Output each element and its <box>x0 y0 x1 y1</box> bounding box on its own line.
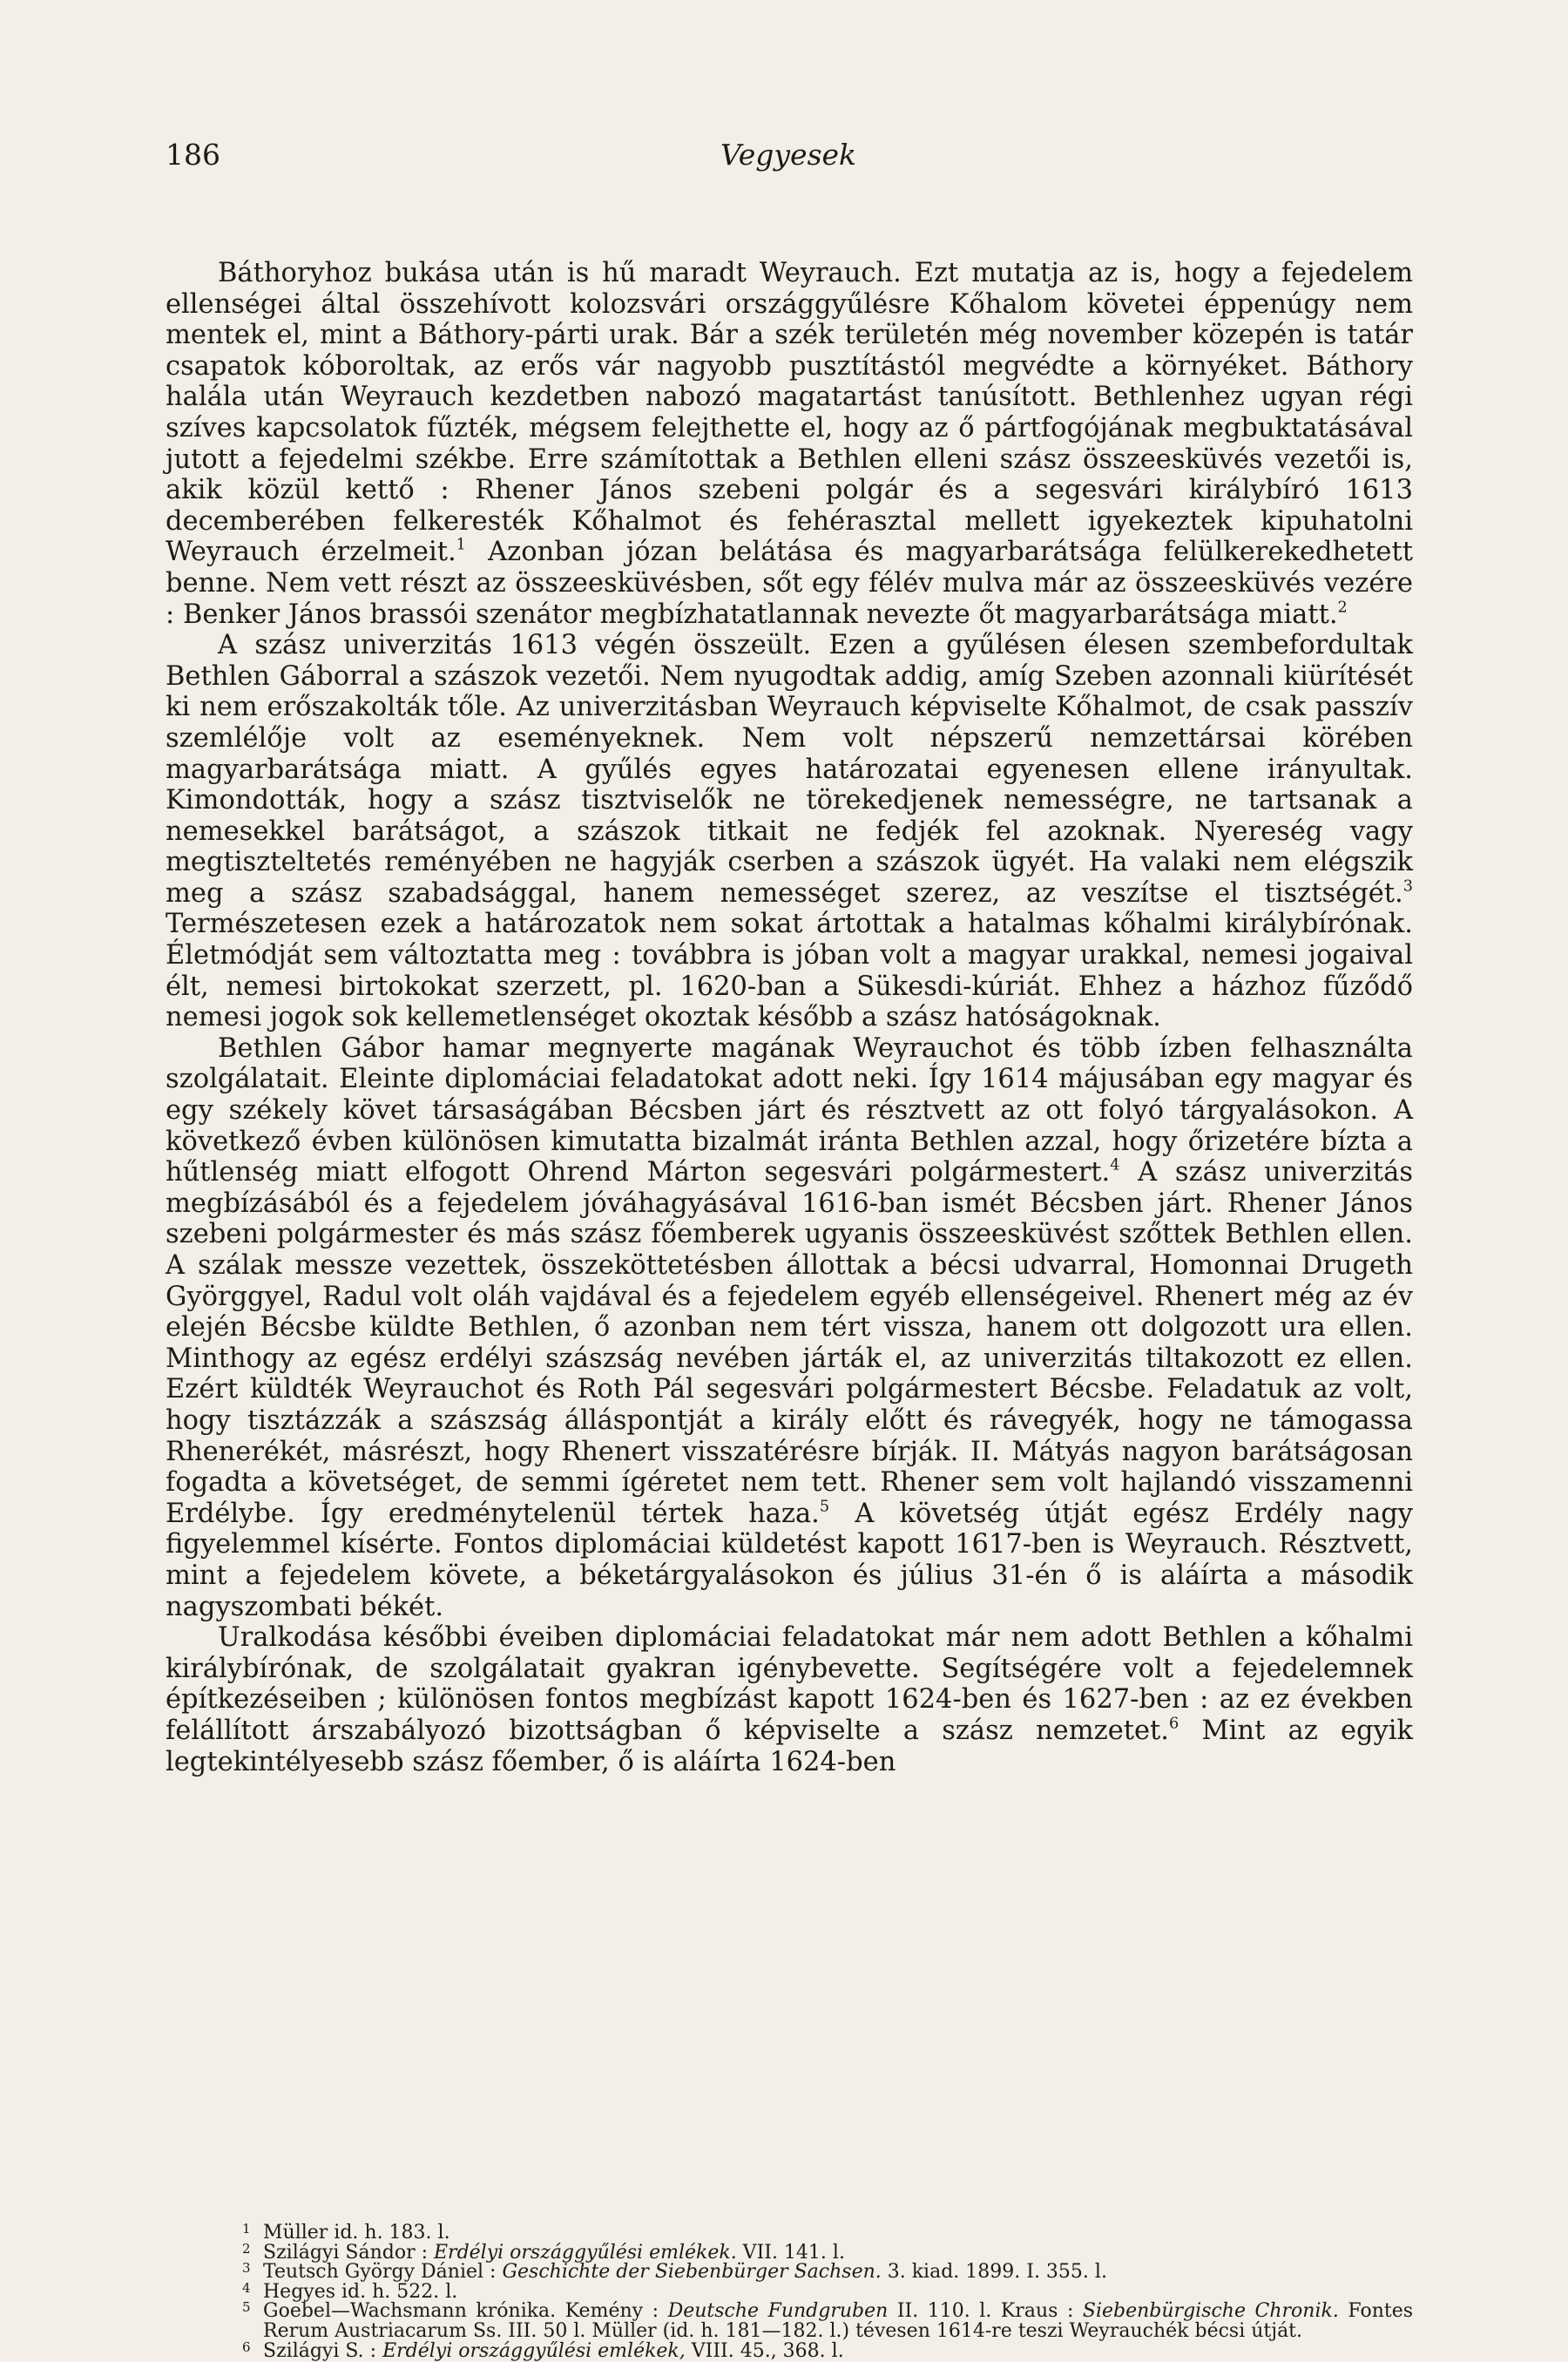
italic-title: Geschichte der Siebenbürger Sachsen. <box>502 2261 882 2284</box>
text-run: II. 110. l. Kraus : <box>888 2300 1083 2323</box>
text-run: A követség útját egész Erdély nagy figyelemmel kísérte. Fontos diplomáciai küldetést kapott 1617-ben is Weyrauch. Résztvett, mint a fejedelem követe, a béketárgyalásokon és július 31-én ő is aláírta a második nagyszombati békét. <box>166 1498 1414 1622</box>
text-run: A szász univerzitás megbízásából és a fejedelem jóváhagyásával 1616-ban ismét Bécsben járt. Rhener János szebeni polgármester és más szász főemberek ugyanis összeesküvést szőttek Bethlen ellen. A szálak messze vezettek, összeköttetésben állottak a bécsi udvarral, Homonnai Drugeth Györggyel, Radul volt oláh vajdával és a fejedelem egyéb ellenségeivel. Rhenert még az év elején Bécsbe küldte Bethlen, ő azonban nem tért vissza, hanem ott dolgozott ura ellen. Minthogy az egész erdélyi szászság nevében járták el, az univerzitás tiltakozott ez ellen. Ezért küldték Weyrauchot és Roth Pál segesvári polgármestert Bécsbe. Feladatuk az volt, hogy tisztázzák a szászság álláspontját a király előtt és rávegyék, hogy ne támogassa Rhenerékét, másrészt, hogy Rhenert visszatérésre bírják. II. Mátyás nagyon barátságosan fogadta a követséget, de semmi ígéretet nem tett. Rhener sem volt hajlandó visszamenni Erdélybe. Így eredménytelenül tértek haza. <box>166 1157 1413 1529</box>
text-run: Müller id. h. 183. l. <box>263 2222 450 2244</box>
footnote <box>242 2240 1413 2264</box>
text-run: Hegyes id. h. 522. l. <box>263 2280 458 2303</box>
italic-title: Siebenbürgische Chronik. <box>1082 2300 1339 2323</box>
footnote-reference: 5 <box>819 1498 830 1516</box>
page-number: 186 <box>166 138 220 172</box>
text-run: Bethlen Gábor hamar megnyerte magának Weyrauchot és több ízben felhasználta szolgálatait. Eleinte diplomáciai feladatokat adott neki. Így 1614 májusában egy magyar és egy székely követ társaságában Bécsben járt és résztvett az ott folyó tárgyalásokon. A következő évben különösen kimutatta bizalmát iránta Bethlen azzal, hogy őrizetére bízta a hűtlenség miatt elfogott Ohrend Márton segesvári polgármestert. <box>166 1032 1413 1188</box>
text-run: Goebel—Wachsmann krónika. Kemény : <box>263 2300 668 2323</box>
footnote-mark: 5 <box>242 2299 251 2316</box>
footnote-reference: 3 <box>1402 877 1413 896</box>
body-text <box>166 258 1413 1777</box>
text-run: VII. 141. l. <box>736 2241 845 2264</box>
text-run: Természetesen ezek a határozatok nem sokat ártottak a hatalmas kőhalmi királybírónak. Életmódját sem változtatta meg : továbbra is jóban volt a magyar urakkal, nemesi jogaival élt, nemesi birtokokat szerzett, pl. 1620-ban a Sükesdi-kúriát. Ehhez a házhoz fűződő nemesi jogok sok kellemetlenséget okoztak később a szász hatóságoknak. <box>166 909 1413 1033</box>
footnote-reference: 2 <box>1337 599 1348 617</box>
italic-title: Erdélyi országgyűlési emlékek, <box>382 2339 686 2362</box>
running-title: Vegyesek <box>720 138 857 172</box>
paragraph <box>166 258 1413 630</box>
text-run: A szász univerzitás 1613 végén összeült. Ezen a gyűlésen élesen szembefordultak Bethlen Gáborral a szászok vezetői. Nem nyugodtak addig, amíg Szeben azonnali kiürítését ki nem erőszakolták tőle. Az univerzitásban Weyrauch képviselte Kőhalmot, de csak passzív szemlélője volt az eseményeknek. Nem volt népszerű nemzettársai körében magyarbarátsága miatt. A gyűlés egyes határozatai egyenesen ellene irányultak. Kimondották, hogy a szász tisztviselők ne törekedjenek nemességre, ne tartsanak a nemesekkel barátságot, a szászok titkait ne fedjék fel azoknak. Nyereség vagy megtiszteltetés reményében ne hagyják cserben a szászok ügyét. Ha valaki nem elégszik meg a szász szabadsággal, hanem nemességet szerez, az veszítse el tisztségét. <box>166 630 1413 909</box>
text-run: Báthoryhoz bukása után is hű maradt Weyrauch. Ezt mutatja az is, hogy a fejedelem ellenségei által összehívott kolozsvári országgyűlésre Kőhalom követei éppenúgy nem mentek el, mint a Báthory-párti urak. Bár a szék területén még november közepén is tatár csapatok kóboroltak, az erős vár nagyobb pusztítástól megvédte a környéket. Báthory halála után Weyrauch kezdetben nabozó magatartást tanúsított. Bethlenhez ugyan régi szíves kapcsolatok fűzték, mégsem felejthette el, hogy az ő pártfogójának megbuktatásával jutott a fejedelmi székbe. Erre számítottak a Bethlen elleni szász összeesküvés vezetői is, akik közül kettő : Rhener János szebeni polgár és a segesvári királybíró 1613 decemberében felkeresték Kőhalmot és fehérasztal mellett igyekeztek kipuhatolni Weyrauch érzelmeit. <box>166 258 1413 568</box>
paragraph <box>166 1622 1413 1777</box>
footnote-mark: 4 <box>242 2279 251 2296</box>
page-header <box>166 138 1411 176</box>
text-run: VIII. 45., 368. l. <box>685 2339 844 2362</box>
footnote-reference: 4 <box>1110 1156 1120 1174</box>
footnote <box>242 2299 1414 2342</box>
text-run: 3. kiad. 1899. I. 355. l. <box>881 2261 1107 2284</box>
footnote-mark: 2 <box>242 2240 251 2257</box>
text-run: Szilágyi S. : <box>263 2339 383 2362</box>
text-run: Uralkodása későbbi éveiben diplomáciai feladatokat már nem adott Bethlen a kőhalmi királybírónak, de szolgálatait gyakran igénybevette. Segítségére volt a fejedelemnek építkezéseiben ; különösen fontos megbízást kapott 1624-ben és 1627-ben : az ez években felállított árszabályozó bizottságban ő képviselte a szász nemzetet. <box>166 1622 1413 1746</box>
footnote <box>242 2279 1413 2303</box>
italic-title: Deutsche Fundgruben <box>667 2300 889 2323</box>
italic-title: Erdélyi országgyűlési emlékek. <box>434 2241 737 2264</box>
paragraph <box>166 1033 1413 1622</box>
paragraph <box>166 630 1413 1033</box>
footnote-mark: 1 <box>242 2221 251 2237</box>
footnote-reference: 1 <box>456 536 466 554</box>
footnote <box>242 2260 1413 2284</box>
footnote-mark: 3 <box>242 2260 251 2277</box>
text-run: Azonban józan belátása és magyarbarátsága felülkerekedhetett benne. Nem vett részt az összeesküvésben, sőt egy félév mulva már az összeesküvés vezére : Benker János brassói szenátor megbízhatatlannak nevezte őt magyarbarátsága miatt. <box>166 537 1413 630</box>
footnote-mark: 6 <box>242 2338 251 2355</box>
footnote <box>242 2338 1413 2362</box>
footnotes <box>242 2223 1413 2361</box>
footnote-reference: 6 <box>1169 1715 1179 1733</box>
text-run: Mint az egyik legtekintélyesebb szász főember, ő is aláírta 1624-ben <box>166 1715 1413 1777</box>
text-run: Fontes Rerum Austriacarum Ss. III. 50 l. Müller (id. h. 181—182. l.) tévesen 1614-re teszi Weyrauchék bécsi útját. <box>263 2300 1414 2342</box>
text-run: Teutsch György Dániel : <box>263 2261 503 2284</box>
text-run: Szilágyi Sándor : <box>263 2241 434 2264</box>
footnote <box>242 2223 1413 2244</box>
